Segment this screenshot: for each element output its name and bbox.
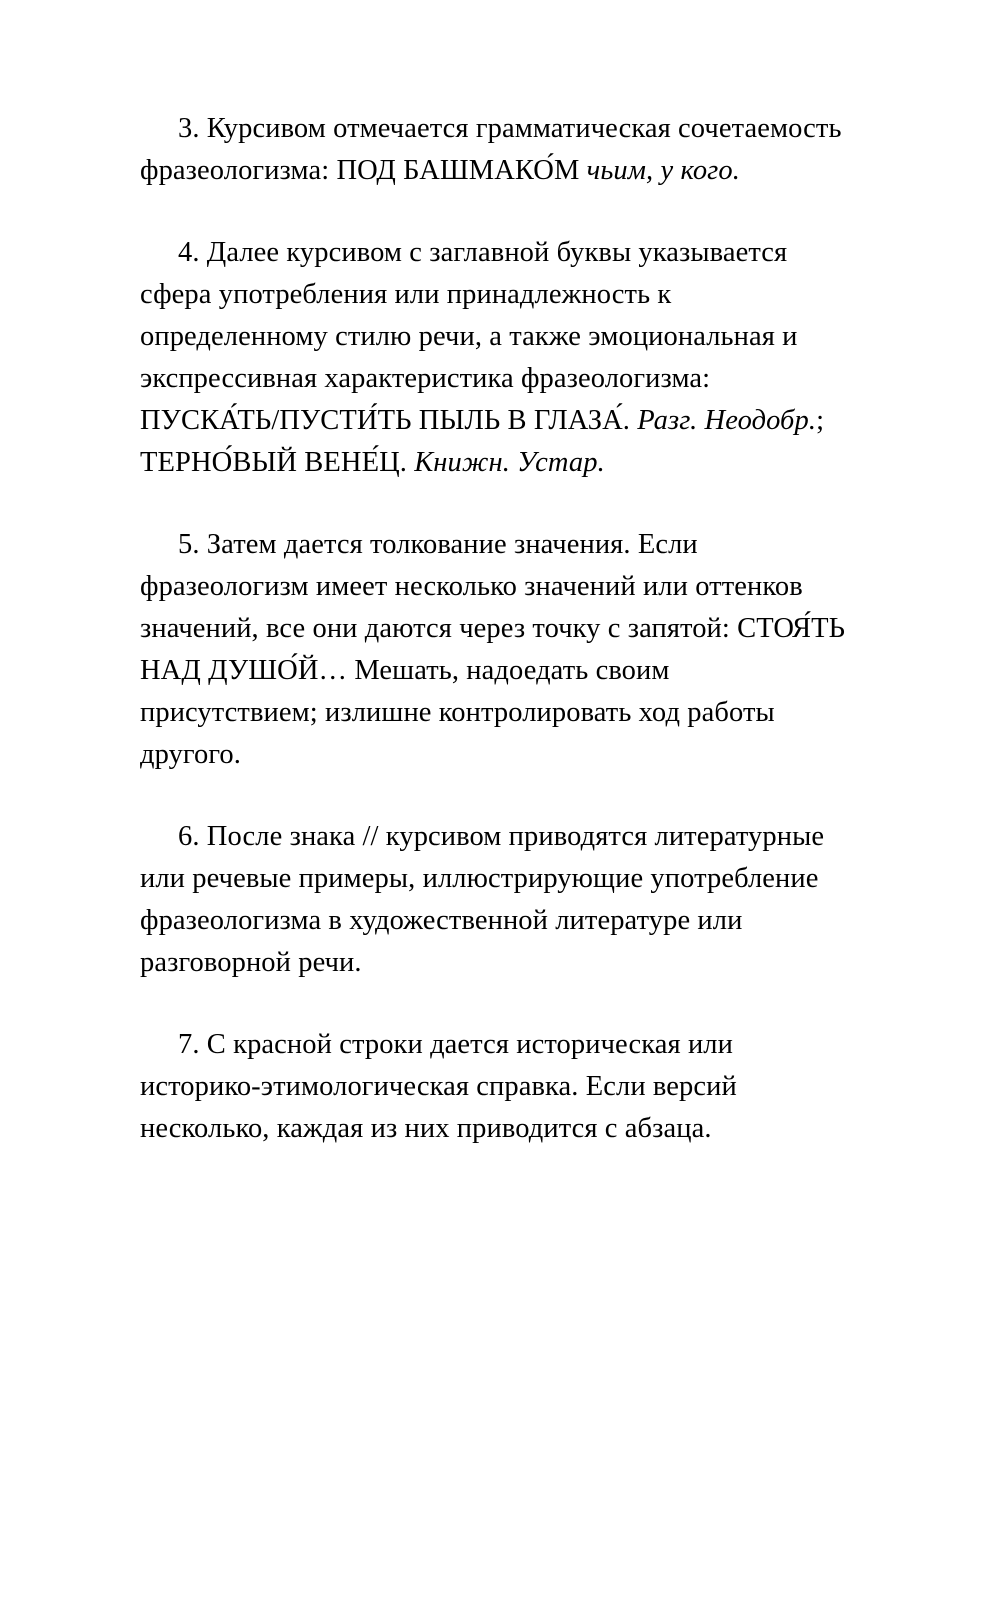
paragraph-4-run-roman-1: 4. Далее курсивом с заглавной буквы указывается сфера употребления или принадлежность к определенному стилю речи, а также эмоциональная и экспрессивная характеристика фразеологизма: ПУСКА́ТЬ/ПУСТИ́ТЬ ПЫЛЬ В ГЛАЗА́.: [140, 237, 798, 436]
paragraph-6-run-roman: 6. После знака // курсивом приводятся литературные или речевые примеры, иллюстрирующие употребление фразеологизма в художественной литературе или разговорной речи.: [140, 821, 825, 978]
paragraph-3-run-italic: чьим, у кого.: [586, 155, 740, 186]
paragraph-item-7: [140, 1024, 850, 1150]
paragraph-item-3: [140, 108, 850, 192]
page-body-text: [140, 108, 850, 1150]
paragraph-item-4: [140, 232, 850, 484]
paragraph-4-run-roman-2: ; ТЕРНО́ВЫЙ ВЕНЕ́Ц.: [140, 405, 825, 478]
paragraph-4-run-italic-2: Книжн. Устар.: [414, 447, 605, 478]
paragraph-4-run-italic-1: Разг. Неодобр.: [637, 405, 817, 436]
paragraph-3-run-roman: 3. Курсивом отмечается грамматическая сочетаемость фразеологизма: ПОД БАШМАКО́М: [140, 113, 842, 186]
paragraph-item-6: [140, 816, 850, 984]
paragraph-7-run-roman: 7. С красной строки дается историческая или историко-этимологическая справка. Если версий несколько, каждая из них приводится с абзаца.: [140, 1029, 737, 1144]
paragraph-5-run-roman: 5. Затем дается толкование значения. Если фразеологизм имеет несколько значений или оттенков значений, все они даются через точку с запятой: СТОЯ́ТЬ НАД ДУШО́Й… Мешать, надоедать своим присутствием; излишне контролировать ход работы другого.: [140, 529, 846, 770]
paragraph-item-5: [140, 524, 850, 776]
